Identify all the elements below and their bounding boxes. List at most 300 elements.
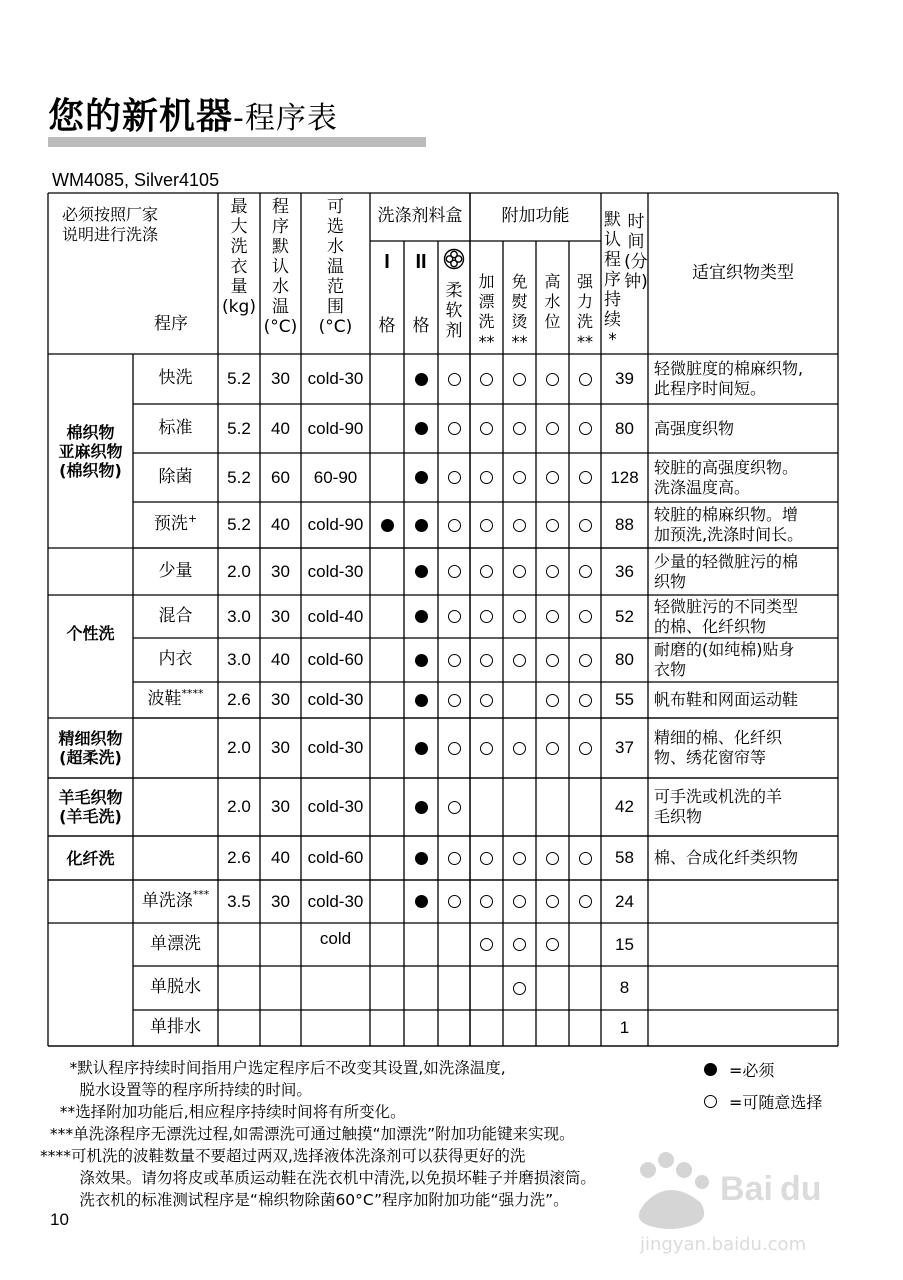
header-extras-text: 附加功能 <box>501 206 570 227</box>
row-3-soft <box>438 502 470 548</box>
row-10-fabric-text: 棉、合成化纤类织物 <box>654 848 799 867</box>
required-dot-icon <box>415 694 428 707</box>
page-number: 10 <box>50 1210 69 1229</box>
row-4-water <box>536 548 569 595</box>
row-0-c1 <box>370 354 404 404</box>
header-default-temp <box>260 197 301 350</box>
row-6-c1 <box>370 638 404 682</box>
row-7-iron <box>503 682 536 718</box>
row-7-temp-text: 30 <box>271 690 290 710</box>
row-14-iron <box>503 1010 536 1046</box>
header-detergent <box>370 193 470 241</box>
row-5-program <box>133 595 218 638</box>
required-dot-icon <box>415 895 428 908</box>
row-7-program <box>133 682 218 718</box>
group-label-3 <box>48 778 133 836</box>
row-5-c2 <box>404 595 438 638</box>
row-0-fabric-text: 轻微脏度的棉麻织物, 此程序时间短。 <box>654 359 804 398</box>
row-2-load <box>218 453 260 502</box>
row-1-time-text: 80 <box>615 418 634 438</box>
row-7-water <box>536 682 569 718</box>
row-9-range-text: cold-30 <box>307 797 364 817</box>
row-11-temp <box>260 880 301 923</box>
group-label-2 <box>48 718 133 778</box>
row-0-temp-text: 30 <box>271 369 290 389</box>
row-7-intense <box>569 682 601 718</box>
row-14-c2 <box>404 1010 438 1046</box>
header-no-iron <box>503 272 536 354</box>
row-8-load <box>218 718 260 778</box>
program-name: 单脱水 <box>150 977 201 998</box>
row-12-time-text: 15 <box>615 934 634 954</box>
row-8-rinse <box>470 718 503 778</box>
row-7-time-text: 55 <box>615 690 634 710</box>
row-4-range-text: cold-30 <box>307 561 364 581</box>
group-label-0-text: 棉织物 亚麻织物 (棉织物) <box>58 422 123 480</box>
row-3-program <box>133 502 218 548</box>
header-softener-text: 柔 软 剂 <box>445 281 463 341</box>
flower-icon <box>438 246 470 272</box>
row-6-program <box>133 638 218 682</box>
program-name: 单漂洗 <box>150 933 201 954</box>
program-name: 内衣 <box>158 649 193 670</box>
optional-circle-icon <box>579 471 592 484</box>
row-7-temp <box>260 682 301 718</box>
header-compartment-1-label <box>370 312 404 342</box>
row-6-load <box>218 638 260 682</box>
row-0-range-text: cold-30 <box>307 369 364 389</box>
group-label-2-text: 精细织物 (超柔洗) <box>58 729 123 767</box>
row-9-c2 <box>404 778 438 836</box>
row-4-time-text: 36 <box>615 561 634 581</box>
row-10-range <box>301 836 370 880</box>
header-compartment-1 <box>370 245 404 280</box>
program-name: 标准 <box>158 417 193 438</box>
row-13-iron <box>503 966 536 1010</box>
row-12-range <box>301 923 370 966</box>
optional-circle-icon <box>579 654 592 667</box>
program-name: 预洗 <box>153 514 188 535</box>
header-temp-range-text: 可 选 水 温 范 围 (°C) <box>318 197 353 337</box>
filled-circle-icon <box>704 1063 717 1076</box>
row-6-time-text: 80 <box>615 650 634 670</box>
optional-circle-icon <box>546 895 559 908</box>
optional-circle-icon <box>448 852 461 865</box>
required-dot-icon <box>415 801 428 814</box>
row-7-range <box>301 682 370 718</box>
row-11-range <box>301 880 370 923</box>
header-max-load-text: 最 大 洗 衣 量 (kg) <box>222 197 256 317</box>
footnote-line: ****可机洗的波鞋数量不要超过两双,选择液体洗涤剂可以获得更好的洗 <box>40 1147 526 1165</box>
legend-required-label: =必须 <box>729 1061 775 1080</box>
required-dot-icon <box>415 565 428 578</box>
row-3-c1 <box>370 502 404 548</box>
header-intensive-text: 强 力 洗 ** <box>576 272 593 351</box>
optional-circle-icon <box>448 610 461 623</box>
row-12-iron <box>503 923 536 966</box>
optional-circle-icon <box>513 519 526 532</box>
row-8-temp <box>260 718 301 778</box>
row-5-fabric-text: 轻微脏污的不同类型 的棉、化纤织物 <box>654 596 799 636</box>
optional-circle-icon <box>513 742 526 755</box>
row-5-load-text: 3.0 <box>227 606 251 626</box>
row-3-temp <box>260 502 301 548</box>
footnote-line: ***单洗涤程序无漂洗过程,如需漂洗可通过触摸“加漂洗”附加功能键来实现。 <box>40 1125 575 1143</box>
optional-circle-icon <box>480 610 493 623</box>
row-9-fabric <box>648 778 844 836</box>
row-13-program <box>133 966 218 1010</box>
optional-circle-icon <box>579 852 592 865</box>
footnote-line: 脱水设置等的程序所持续的时间。 <box>40 1081 312 1099</box>
row-14-c1 <box>370 1010 404 1046</box>
row-1-fabric <box>648 404 844 453</box>
row-9-time <box>601 778 648 836</box>
required-dot-icon <box>415 519 428 532</box>
optional-circle-icon <box>546 565 559 578</box>
row-7-rinse <box>470 682 503 718</box>
required-dot-icon <box>381 519 394 532</box>
row-5-time <box>601 595 648 638</box>
row-5-iron <box>503 595 536 638</box>
optional-circle-icon <box>480 895 493 908</box>
row-6-fabric <box>648 638 844 682</box>
row-12-load <box>218 923 260 966</box>
row-14-rinse <box>470 1010 503 1046</box>
row-5-time-text: 52 <box>615 606 634 626</box>
row-4-temp-text: 30 <box>271 561 290 581</box>
row-2-range <box>301 453 370 502</box>
row-12-soft <box>438 923 470 966</box>
optional-circle-icon <box>513 938 526 951</box>
legend-required <box>704 1058 774 1081</box>
row-5-water <box>536 595 569 638</box>
row-4-temp <box>260 548 301 595</box>
optional-circle-icon <box>480 373 493 386</box>
footnotes <box>40 1057 596 1211</box>
header-compartment-1-text: I <box>384 251 390 273</box>
optional-circle-icon <box>579 422 592 435</box>
row-2-time <box>601 453 648 502</box>
row-3-load-text: 5.2 <box>227 515 251 535</box>
row-3-range-text: cold-90 <box>307 515 364 535</box>
row-9-intense <box>569 778 601 836</box>
required-dot-icon <box>415 742 428 755</box>
header-max-load <box>218 197 260 350</box>
header-extras <box>470 193 601 241</box>
row-6-soft <box>438 638 470 682</box>
row-0-iron <box>503 354 536 404</box>
optional-circle-icon <box>546 654 559 667</box>
optional-circle-icon <box>480 422 493 435</box>
svg-text:du: du <box>780 1170 822 1208</box>
program-name: 少量 <box>158 560 193 581</box>
title-sub: -程序表 <box>233 101 338 136</box>
row-0-soft <box>438 354 470 404</box>
optional-circle-icon <box>513 852 526 865</box>
row-3-iron <box>503 502 536 548</box>
header-compartment-2 <box>404 245 438 280</box>
header-duration <box>601 210 624 352</box>
row-4-iron <box>503 548 536 595</box>
row-11-time <box>601 880 648 923</box>
row-3-fabric <box>648 502 844 548</box>
row-9-range <box>301 778 370 836</box>
row-3-c2 <box>404 502 438 548</box>
row-5-range-text: cold-40 <box>307 606 364 626</box>
optional-circle-icon <box>546 852 559 865</box>
row-6-time <box>601 638 648 682</box>
footnote-line: *默认程序持续时间指用户选定程序后不改变其设置,如洗涤温度, <box>40 1059 506 1077</box>
row-7-fabric <box>648 682 844 718</box>
footnote-line: 涤效果。请勿将皮或革质运动鞋在洗衣机中清洗,以免损坏鞋子并磨损滚筒。 <box>40 1169 596 1187</box>
optional-circle-icon <box>480 519 493 532</box>
optional-circle-icon <box>546 471 559 484</box>
row-0-c2 <box>404 354 438 404</box>
row-9-iron <box>503 778 536 836</box>
optional-circle-icon <box>546 742 559 755</box>
row-11-intense <box>569 880 601 923</box>
optional-circle-icon <box>579 610 592 623</box>
row-13-c1 <box>370 966 404 1010</box>
row-6-range <box>301 638 370 682</box>
row-14-water <box>536 1010 569 1046</box>
row-4-range <box>301 548 370 595</box>
row-13-intense <box>569 966 601 1010</box>
program-name: 快洗 <box>158 368 193 389</box>
row-1-range-text: cold-90 <box>307 418 364 438</box>
row-4-load-text: 2.0 <box>227 561 251 581</box>
program-name: 单洗涤 <box>141 890 193 911</box>
row-10-fabric <box>648 836 844 880</box>
row-0-fabric <box>648 354 844 404</box>
optional-circle-icon <box>448 471 461 484</box>
row-2-fabric-text: 较脏的高强度织物。 洗涤温度高。 <box>654 457 799 497</box>
row-3-load <box>218 502 260 548</box>
row-13-range <box>301 966 370 1010</box>
row-0-load-text: 5.2 <box>227 369 251 389</box>
row-7-fabric-text: 帆布鞋和网面运动鞋 <box>654 690 799 709</box>
row-10-temp <box>260 836 301 880</box>
required-dot-icon <box>415 373 428 386</box>
row-11-range-text: cold-30 <box>307 891 364 911</box>
row-13-time-text: 8 <box>619 978 630 998</box>
row-8-water <box>536 718 569 778</box>
row-8-fabric <box>648 718 844 778</box>
row-9-fabric-text: 可手洗或机洗的羊 毛织物 <box>654 787 783 826</box>
row-7-load-text: 2.6 <box>227 690 251 710</box>
header-corner-bottom: 程序 <box>154 314 188 334</box>
header-corner-top: 必须按照厂家 说明进行洗涤 <box>62 205 159 244</box>
row-10-time-text: 58 <box>615 848 634 868</box>
row-1-fabric-text: 高强度织物 <box>654 418 735 438</box>
optional-circle-icon <box>448 565 461 578</box>
row-6-c2 <box>404 638 438 682</box>
svg-text:Bai: Bai <box>720 1170 773 1208</box>
row-2-program <box>133 453 218 502</box>
optional-circle-icon <box>579 694 592 707</box>
row-0-time <box>601 354 648 404</box>
row-12-rinse <box>470 923 503 966</box>
row-8-time-text: 37 <box>615 738 634 758</box>
open-circle-icon <box>704 1095 717 1108</box>
row-0-load <box>218 354 260 404</box>
optional-circle-icon <box>513 895 526 908</box>
row-14-program <box>133 1010 218 1046</box>
optional-circle-icon <box>448 895 461 908</box>
row-11-water <box>536 880 569 923</box>
row-1-temp-text: 40 <box>271 418 290 438</box>
optional-circle-icon <box>480 654 493 667</box>
row-11-iron <box>503 880 536 923</box>
optional-circle-icon <box>513 471 526 484</box>
legend-optional-label: =可随意选择 <box>729 1093 823 1112</box>
row-2-soft <box>438 453 470 502</box>
required-dot-icon <box>415 610 428 623</box>
row-6-range-text: cold-60 <box>307 650 364 670</box>
row-11-rinse <box>470 880 503 923</box>
header-duration-unit-text: 时 间 (分 钟) <box>624 212 648 292</box>
optional-circle-icon <box>480 742 493 755</box>
row-13-temp <box>260 966 301 1010</box>
row-10-c2 <box>404 836 438 880</box>
header-high-water-text: 高 水 位 <box>544 272 561 331</box>
row-5-range <box>301 595 370 638</box>
row-5-temp-text: 30 <box>271 606 290 626</box>
optional-circle-icon <box>448 654 461 667</box>
required-dot-icon <box>415 471 428 484</box>
row-3-water <box>536 502 569 548</box>
header-detergent-text: 洗涤剂料盒 <box>377 206 463 227</box>
row-10-soft <box>438 836 470 880</box>
row-8-soft <box>438 718 470 778</box>
row-8-time <box>601 718 648 778</box>
optional-circle-icon <box>448 742 461 755</box>
row-6-intense <box>569 638 601 682</box>
row-14-time <box>601 1010 648 1046</box>
row-8-temp-text: 30 <box>271 738 290 758</box>
row-2-c1 <box>370 453 404 502</box>
optional-circle-icon <box>480 852 493 865</box>
row-14-intense <box>569 1010 601 1046</box>
row-11-load <box>218 880 260 923</box>
row-2-temp <box>260 453 301 502</box>
program-name: 波鞋 <box>147 689 182 710</box>
optional-circle-icon <box>546 422 559 435</box>
row-8-range-text: cold-30 <box>307 738 364 758</box>
row-1-temp <box>260 404 301 453</box>
row-13-load <box>218 966 260 1010</box>
row-6-temp-text: 40 <box>271 650 290 670</box>
header-extra-rinse <box>470 272 503 354</box>
row-9-load <box>218 778 260 836</box>
row-14-soft <box>438 1010 470 1046</box>
row-11-program <box>133 880 218 923</box>
row-0-rinse <box>470 354 503 404</box>
row-6-water <box>536 638 569 682</box>
group-label-4 <box>48 836 133 880</box>
required-dot-icon <box>415 654 428 667</box>
row-3-time <box>601 502 648 548</box>
program-footnote-mark: + <box>187 511 198 525</box>
row-2-load-text: 5.2 <box>227 467 251 487</box>
optional-circle-icon <box>546 373 559 386</box>
row-10-load-text: 2.6 <box>227 848 251 868</box>
optional-circle-icon <box>448 373 461 386</box>
optional-circle-icon <box>480 471 493 484</box>
row-8-c2 <box>404 718 438 778</box>
row-8-c1 <box>370 718 404 778</box>
row-1-intense <box>569 404 601 453</box>
row-12-program <box>133 923 218 966</box>
row-4-program <box>133 548 218 595</box>
optional-circle-icon <box>579 373 592 386</box>
row-10-iron <box>503 836 536 880</box>
optional-circle-icon <box>513 422 526 435</box>
legend-optional <box>704 1090 822 1113</box>
row-3-fabric-text: 较脏的棉麻织物。增 加预洗,洗涤时间长。 <box>654 505 804 544</box>
row-2-intense <box>569 453 601 502</box>
header-default-temp-text: 程 序 默 认 水 温 (°C) <box>263 197 298 337</box>
header-compartment-2-text: II <box>415 251 427 273</box>
row-9-rinse <box>470 778 503 836</box>
program-name: 除菌 <box>158 466 193 487</box>
row-8-iron <box>503 718 536 778</box>
row-5-load <box>218 595 260 638</box>
row-12-time <box>601 923 648 966</box>
softener-flower-icon <box>443 248 465 270</box>
row-5-intense <box>569 595 601 638</box>
optional-circle-icon <box>579 895 592 908</box>
row-5-soft <box>438 595 470 638</box>
row-11-load-text: 3.5 <box>227 891 251 911</box>
optional-circle-icon <box>448 694 461 707</box>
row-1-water <box>536 404 569 453</box>
row-12-temp <box>260 923 301 966</box>
row-6-fabric-text: 耐磨的(如纯棉)贴身 衣物 <box>654 640 795 679</box>
row-13-time <box>601 966 648 1010</box>
row-1-program <box>133 404 218 453</box>
title-main: 您的新机器 <box>48 96 234 137</box>
optional-circle-icon <box>513 982 526 995</box>
optional-circle-icon <box>513 654 526 667</box>
row-7-soft <box>438 682 470 718</box>
row-1-rinse <box>470 404 503 453</box>
baidu-jingyan-watermark <box>620 1140 860 1260</box>
row-11-time-text: 24 <box>615 891 634 911</box>
header-duration-unit <box>624 212 648 320</box>
optional-circle-icon <box>448 519 461 532</box>
row-14-temp <box>260 1010 301 1046</box>
row-7-range-text: cold-30 <box>307 690 364 710</box>
row-5-fabric <box>648 595 844 638</box>
row-1-load-text: 5.2 <box>227 418 251 438</box>
header-extra-rinse-text: 加 漂 洗 ** <box>478 272 495 351</box>
row-10-range-text: cold-60 <box>307 848 364 868</box>
group-label-1 <box>48 548 133 718</box>
row-5-temp <box>260 595 301 638</box>
header-no-iron-text: 免 熨 烫 ** <box>511 272 528 351</box>
row-10-temp-text: 40 <box>271 848 290 868</box>
row-2-time-text: 128 <box>610 467 639 487</box>
header-softener <box>438 272 470 350</box>
row-9-temp-text: 30 <box>271 797 290 817</box>
optional-circle-icon <box>448 801 461 814</box>
row-4-rinse <box>470 548 503 595</box>
row-4-load <box>218 548 260 595</box>
row-7-time <box>601 682 648 718</box>
row-0-temp <box>260 354 301 404</box>
row-11-c1 <box>370 880 404 923</box>
